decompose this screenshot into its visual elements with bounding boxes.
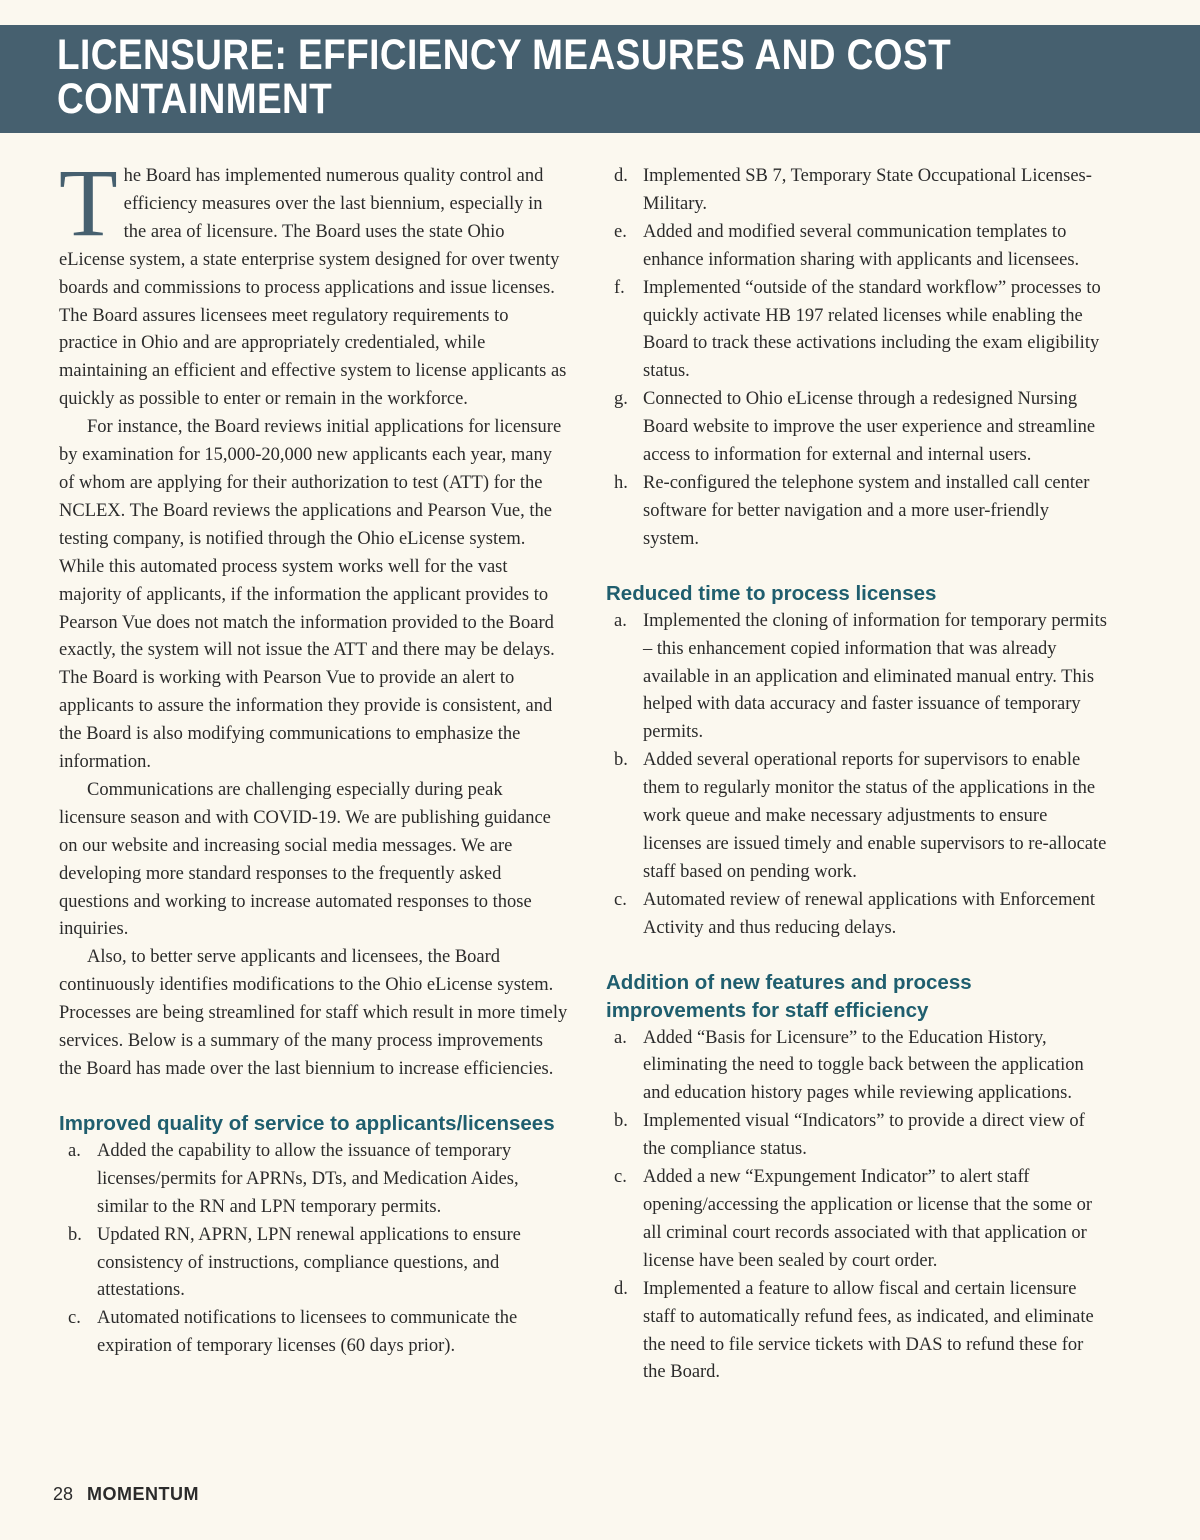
list-item-text: Automated notifications to licensees to communicate the expiration of temporary licenses (60 days prior). [97, 1308, 518, 1357]
list-item [606, 275, 1108, 387]
dropcap: T [59, 149, 118, 256]
list-reduced-time [606, 608, 1108, 943]
list-item-text: Added “Basis for Licensure” to the Education History, eliminating the need to toggle back between the application and education history pages while reviewing applications. [643, 1027, 1084, 1104]
list-marker: a. [614, 610, 627, 631]
list-item-text: Added a new “Expungement Indicator” to alert staff opening/accessing the application or license that the some or all criminal court records associated with that application or license have been sealed by court order. [643, 1167, 1092, 1271]
list-item-text: Added the capability to allow the issuance of temporary licenses/permits for APRNs, DTs, and Medication Aides, similar to the RN and LPN temporary permits. [97, 1140, 519, 1217]
intro-paragraph-1-text: he Board has implemented numerous quality control and efficiency measures over the last biennium, especially in the area of licensure. The Board uses the state Ohio eLicense system, a state enterprise system designed for over twenty boards and commissions to process applications and issue licenses. The Board assures licensees meet regulatory requirements to practice in Ohio and are appropriately credentialed, while maintaining an efficient and effective system to license applicants as quickly as possible to enter or remain in the workforce. [59, 166, 567, 410]
list-item [606, 747, 1108, 887]
page-title [57, 33, 1003, 121]
list-item-text: Connected to Ohio eLicense through a redesigned Nursing Board website to improve the user experience and streamline access to information for external and internal users. [643, 389, 1096, 466]
list-item [59, 1138, 569, 1222]
intro-paragraph-4: Also, to better serve applicants and licensees, the Board continuously identifies modifications to the Ohio eLicense system. Processes are being streamlined for staff which result in more timely services. Below is a summary of the many process improvements the Board has made over the last biennium to increase efficiencies. [59, 947, 568, 1079]
list-item-text: Automated review of renewal applications with Enforcement Activity and thus reducing delays. [643, 889, 1096, 938]
list-item-text: Implemented the cloning of information for temporary permits – this enhancement copied information that was already available in an application and eliminated manual entry. This helped with data accuracy and faster issuance of temporary permits. [643, 610, 1107, 743]
list-item [606, 1276, 1108, 1388]
list-item [606, 1164, 1108, 1276]
page-title-line2: CONTAINMENT [57, 75, 333, 123]
list-item-text: Updated RN, APRN, LPN renewal applications to ensure consistency of instructions, compliance questions, and attestations. [97, 1224, 521, 1301]
list-item [606, 1108, 1108, 1164]
list-marker: a. [68, 1140, 81, 1161]
right-column [606, 163, 1108, 1387]
list-item-text: Implemented a feature to allow fiscal and certain licensure staff to automatically refund fees, as indicated, and eliminate the need to file service tickets with DAS to refund these for the Board. [643, 1278, 1094, 1383]
list-quality [59, 1138, 569, 1361]
list-item [59, 1305, 569, 1361]
heading-reduced-time: Reduced time to process licenses [606, 581, 937, 605]
list-new-features [606, 1025, 1108, 1388]
list-item-text: Added several operational reports for supervisors to enable them to regularly monitor the status of the applications in the work queue and make necessary adjustments to ensure licenses are issued timely and enable supervisors to re-allocate staff based on pending work. [643, 750, 1107, 882]
page-footer [53, 1484, 199, 1505]
list-item [606, 163, 1108, 219]
list-marker: f. [614, 277, 625, 298]
list-item [606, 219, 1108, 275]
list-item [606, 1025, 1108, 1109]
list-item-text: Implemented visual “Indicators” to provide a direct view of the compliance status. [643, 1111, 1085, 1160]
list-marker: e. [614, 221, 627, 242]
intro-paragraph-1 [59, 149, 569, 414]
list-item-text: Re-configured the telephone system and installed call center software for better navigation and a more user-friendly system. [643, 472, 1090, 549]
intro-paragraph-3: Communications are challenging especially during peak licensure season and with COVID-19. We are publishing guidance on our website and increasing social media messages. We are developing more standard responses to the frequently asked questions and working to increase automated responses to those inquiries. [59, 779, 551, 940]
magazine-name: MOMENTUM [87, 1484, 200, 1504]
left-column [59, 149, 569, 1361]
list-item-text: Implemented SB 7, Temporary State Occupational Licenses-Military. [643, 166, 1092, 214]
page-number: 28 [53, 1484, 74, 1504]
page-title-line1: LICENSURE: EFFICIENCY MEASURES AND COST [57, 31, 952, 79]
list-marker: b. [614, 1111, 628, 1132]
list-item-text: Implemented “outside of the standard workflow” processes to quickly activate HB 197 related licenses while enabling the Board to track these activations including the exam eligibility status. [643, 277, 1101, 382]
list-marker: c. [614, 889, 627, 910]
title-banner [0, 25, 1200, 133]
list-marker: d. [614, 1278, 628, 1299]
list-marker: a. [614, 1027, 627, 1048]
list-marker: h. [614, 472, 628, 493]
intro-paragraph-2: For instance, the Board reviews initial applications for licensure by examination for 15,000-20,000 new applicants each year, many of whom are applying for their authorization to test (ATT) for the NCLEX. The Board reviews the applications and Pearson Vue, the testing company, is notified through the Ohio eLicense system. While this automated process system works well for the vast majority of applicants, if the information the applicant provides to Pearson Vue does not match the information provided to the Board exactly, the system will not issue the ATT and there may be delays. The Board is working with Pearson Vue to provide an alert to applicants to assure the information they provide is consistent, and the Board is also modifying communications to emphasize the information. [59, 417, 562, 773]
heading-new-features: Addition of new features and process improvements for staff efficiency [606, 970, 972, 1022]
list-marker: c. [614, 1167, 627, 1188]
list-marker: b. [614, 750, 628, 771]
list-item [606, 470, 1108, 554]
heading-quality: Improved quality of service to applicants/licensees [59, 1111, 555, 1135]
list-item-text: Added and modified several communication templates to enhance information sharing with applicants and licensees. [643, 221, 1080, 270]
list-item [606, 386, 1108, 470]
list-quality-continued [606, 163, 1108, 554]
list-item [606, 608, 1108, 748]
list-item [606, 887, 1108, 943]
list-item [59, 1222, 569, 1306]
list-marker: b. [68, 1224, 82, 1245]
list-marker: d. [614, 166, 628, 186]
list-marker: g. [614, 389, 628, 410]
list-marker: c. [68, 1308, 81, 1329]
